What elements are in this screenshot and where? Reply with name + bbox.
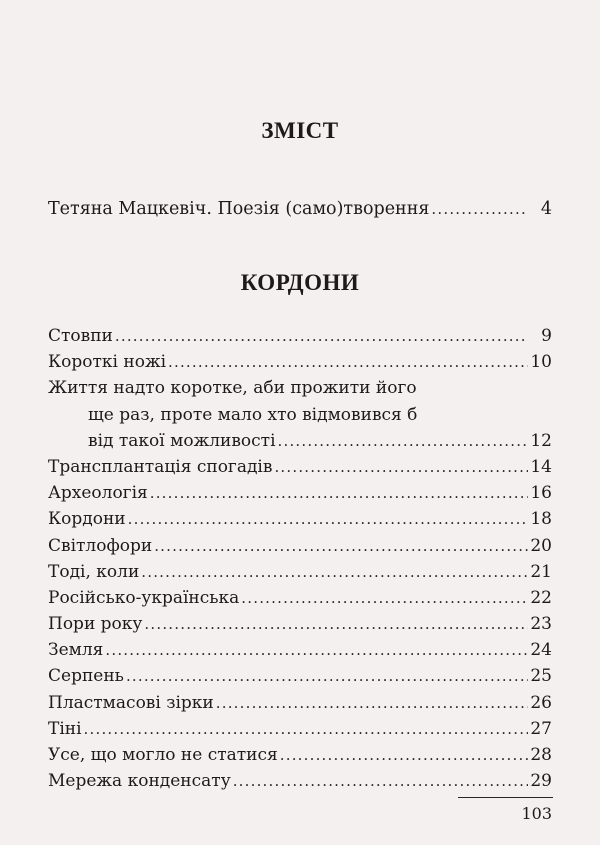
entry-title: Тіні [48,718,82,739]
entry-page-number: 23 [530,614,552,635]
entry-title: Кордони [48,509,126,530]
contents-heading: ЗМІСТ [261,118,339,143]
entry-last-line [48,428,552,454]
entry-title-line: Життя надто коротке, аби прожити його [48,378,417,399]
entry-title-line: від такої можливості [88,430,276,451]
leader-dots [280,742,528,768]
entry-title: Серпень [48,666,124,687]
leader-dots [84,716,528,742]
leader-dots [141,559,528,585]
entry-title: Археологія [48,483,148,504]
entry-title: Короткі ножі [48,352,167,373]
entry-page-number: 22 [530,587,552,608]
leader-dots [274,454,528,480]
toc-entry [48,375,552,454]
entry-page-number: 24 [530,640,552,661]
entry-title: Пластмасові зірки [48,692,214,713]
intro-page-number: 4 [540,199,552,219]
leader-dots [115,323,528,349]
entry-page-number: 27 [530,718,552,739]
entry-page-number: 26 [530,692,552,713]
leader-dots [128,506,528,532]
toc-entry [48,559,552,585]
leader-dots [154,533,528,559]
toc-entry [48,663,552,689]
entry-title: Пори року [48,614,143,635]
intro-author: Тетяна Мацкевіч [48,199,207,219]
toc-entry [48,533,552,559]
toc-entry [48,742,552,768]
leader-dots [144,611,528,637]
leader-dots [150,480,528,506]
toc-entry [48,611,552,637]
footer-rule [458,797,553,798]
page-number: 103 [521,804,552,823]
toc-entry [48,480,552,506]
section-heading: КОРДОНИ [240,270,360,295]
toc-entry [48,585,552,611]
entry-title: Мережа конденсату [48,771,231,792]
entry-page-number: 12 [530,430,552,451]
entry-title-line: ще раз, проте мало хто відмовився б [88,404,418,425]
entry-title: Тоді, коли [48,561,140,582]
leader-dots [216,690,528,716]
entry-title: Російсько-українська [48,587,240,608]
entry-title: Трансплантація спогадів [48,456,273,477]
leader-dots [105,637,528,663]
toc-entry [48,506,552,532]
toc-entry [48,637,552,663]
leader-dots [241,585,528,611]
leader-dots [431,200,528,218]
leader-dots [278,428,528,454]
entry-title: Земля [48,640,104,661]
entry-page-number: 29 [530,771,552,792]
table-of-contents [48,323,552,794]
leader-dots [233,768,528,794]
entry-page-number: 28 [530,745,552,765]
toc-entry [48,768,552,794]
toc-entry [48,716,552,742]
entry-page-number: 25 [530,666,552,687]
entry-title: Усе, що могло не статися [48,745,278,765]
entry-page-number: 9 [541,326,552,346]
entry-page-number: 21 [530,561,552,582]
toc-entry-intro: Тетяна Мацкевіч . Поезія (само)творення ..... 4 [48,199,552,219]
entry-page-number: 14 [530,456,552,477]
toc-entry [48,349,552,375]
leader-dots [168,349,528,375]
entry-page-number: 18 [530,509,552,530]
entry-page-number: 16 [530,483,552,504]
toc-entry [48,690,552,716]
entry-title: Стовпи [48,326,113,346]
entry-title: Світлофори [48,535,153,556]
toc-entry [48,323,552,349]
toc-entry [48,454,552,480]
intro-title: Поезія (само)творення [217,199,430,219]
entry-page-number: 20 [530,535,552,556]
leader-dots [126,663,528,689]
entry-page-number: 10 [530,352,552,373]
